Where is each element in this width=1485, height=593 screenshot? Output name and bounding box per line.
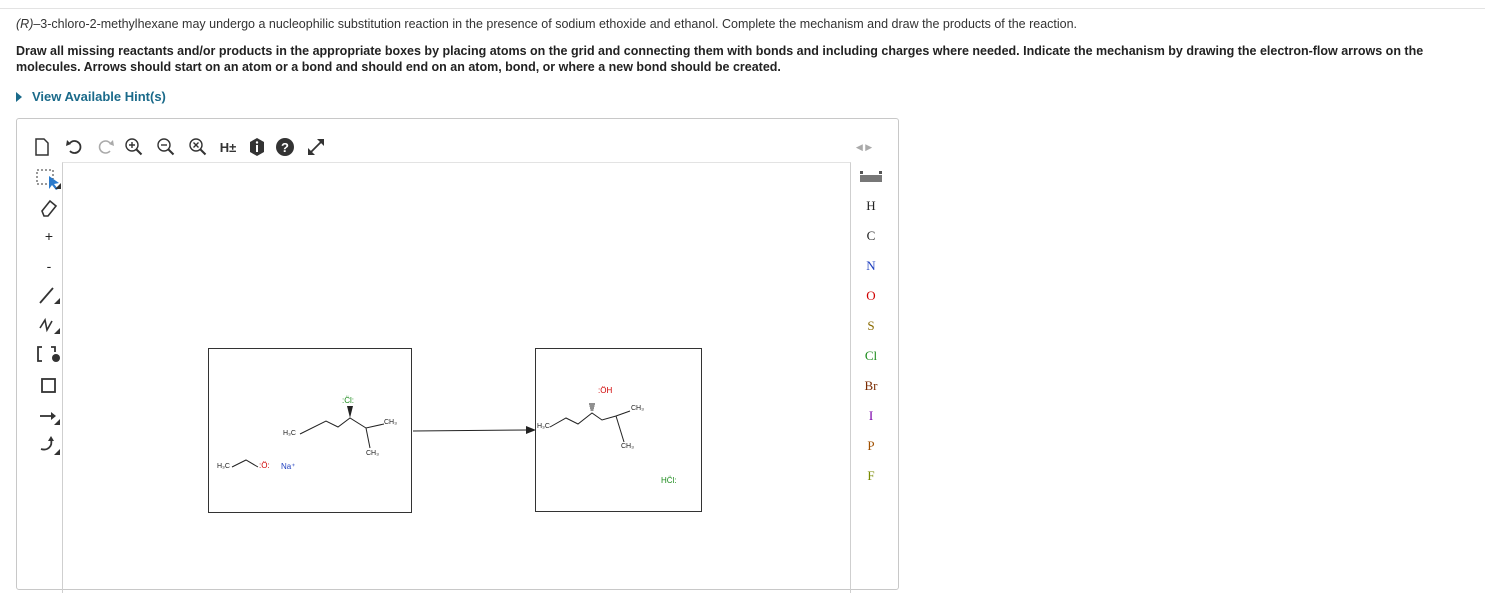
ethoxide-h3c-label: H₃C [217, 463, 230, 470]
reactant-chain-bond [300, 418, 384, 434]
chlorine-wedge-bond [347, 406, 353, 418]
element-label: S [867, 318, 875, 333]
element-label: C [866, 228, 876, 243]
element-label: O [866, 288, 876, 303]
explicit-hydrogens-icon[interactable]: H± [219, 139, 237, 155]
minus-charge-tool[interactable]: - [46, 258, 52, 274]
element-label: I [868, 408, 874, 423]
reactant-chlorine-label: :C̈l: [342, 396, 354, 405]
question-instructions: Draw all missing reactants and/or products in the appropriate boxes by placing atoms on the grid and connecting them with bonds and including charges where needed. Indicate the mechanism by drawing the electron-flow arrows on the molecules. Arrows should start on an atom or a bond and should end on an atom, bond, or where a new bond should be created. [16, 44, 1424, 74]
plus-charge-tool[interactable]: + [44, 228, 54, 244]
element-label: P [867, 438, 875, 453]
element-label: H [866, 198, 876, 213]
panel-collapse-arrows-icon[interactable]: ◀ ▶ [855, 141, 873, 152]
reaction-arrow-head [526, 426, 536, 434]
element-label: N [866, 258, 876, 273]
hint-label: View Available Hint(s) [32, 89, 166, 104]
reactant-h3c-label: H₃C [283, 430, 296, 437]
reactant-ch3-right-label: CH₃ [384, 419, 397, 426]
product-ch3-bottom-label: CH₃ [621, 443, 634, 450]
svg-text:?: ? [281, 140, 289, 155]
product-methyl-bond [616, 416, 624, 442]
hashed-wedge-bond [589, 404, 595, 410]
element-label: Cl [864, 348, 878, 363]
ethoxide-bond [232, 460, 258, 467]
element-label: F [867, 468, 875, 483]
reaction-arrow-line [413, 430, 528, 431]
element-label: Br [864, 378, 878, 393]
sodium-ion-label: Na⁺ [281, 462, 296, 471]
product-hcl-label: HC̈l: [661, 476, 677, 485]
product-chain-bond [550, 411, 630, 427]
stereo-prefix: (R) [16, 17, 34, 31]
product-hydroxyl-label: :ÖH [598, 386, 613, 395]
product-h3c-label: H₃C [537, 423, 550, 430]
question-intro-text: –3-chloro-2-methylhexane may undergo a nucleophilic substitution reaction in the presence of sodium ethoxide and ethanol. Complete the mechanism and draw the products of the reaction. [33, 17, 1078, 31]
methyl-bond-bottom [366, 428, 370, 448]
ethoxide-oxygen-label: :Ö: [259, 461, 270, 470]
product-ch3-top-label: CH₃ [631, 405, 644, 412]
reactant-ch3-bottom-label: CH₃ [366, 450, 379, 457]
